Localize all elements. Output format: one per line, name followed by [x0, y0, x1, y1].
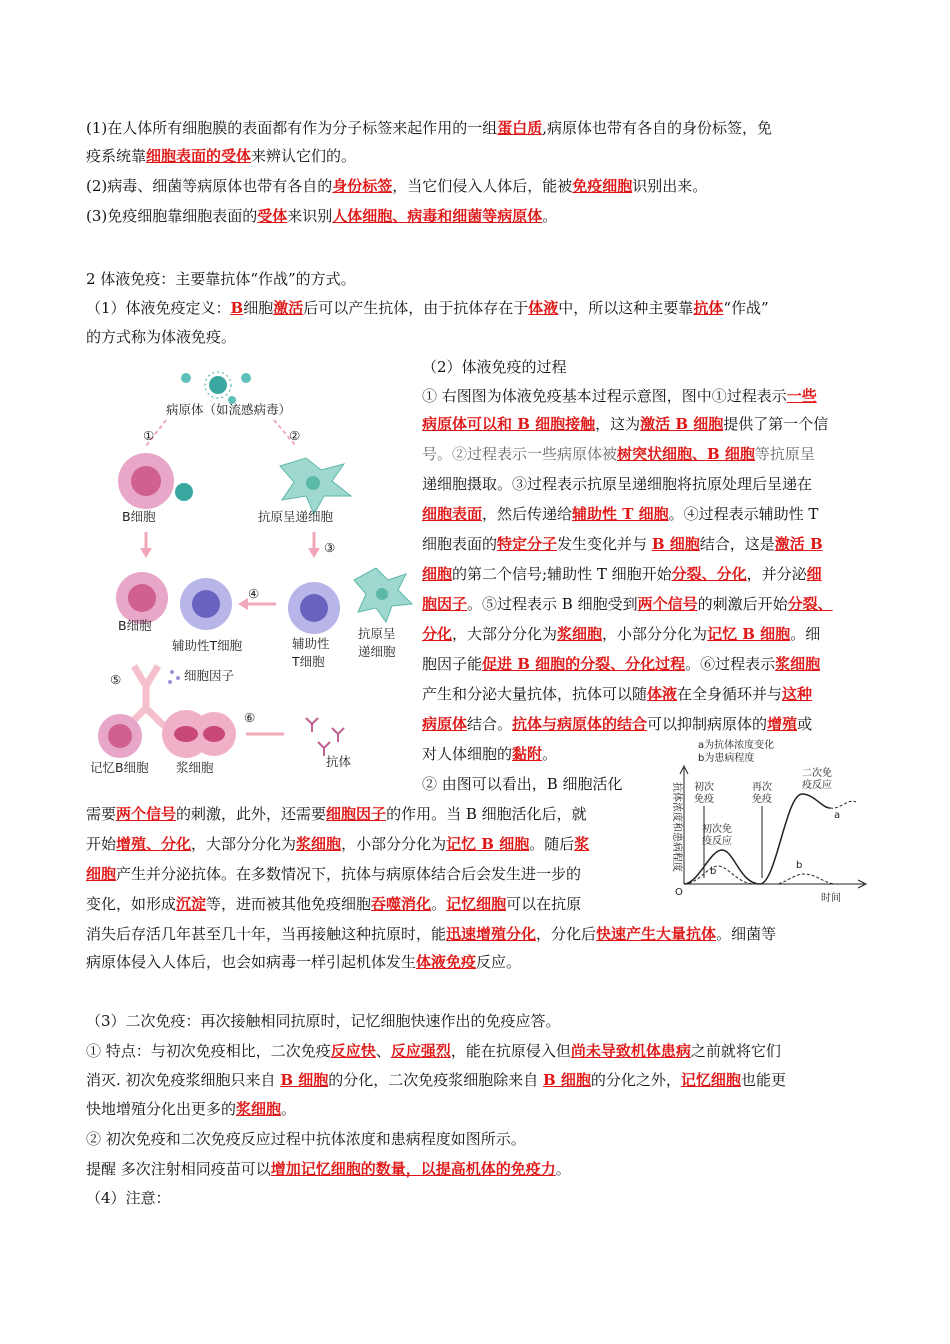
text-segment: 或 [797, 715, 813, 733]
annotation-secondary-2: 免疫 [752, 794, 772, 805]
helper-t-cell-icon [288, 582, 340, 634]
text-line [422, 473, 812, 495]
text-segment: 在全身循环并与 [677, 685, 783, 703]
keyword-answer: 细胞表面的受体 [146, 147, 252, 165]
keyword-answer: 沉淀 [176, 895, 207, 913]
text-line [86, 205, 557, 227]
keyword-answer: B 细胞 [280, 1071, 329, 1089]
text-segment: 提供了第一个信 [723, 415, 829, 433]
keyword-answer: 病原体可以和 B 细胞接触 [422, 415, 596, 433]
keyword-answer: 促进 B 细胞的分裂、分化过程 [482, 655, 686, 673]
keyword-answer: 迅速增殖分化 [446, 925, 537, 943]
text-segment: ，分化后 [536, 925, 597, 943]
series-a-label: a [834, 810, 841, 821]
step-6-label: ⑥ [244, 710, 256, 725]
text-segment: 来辨认它们的。 [251, 147, 357, 165]
text-line [86, 1128, 526, 1150]
text-segment: ① 右图图为体液免疫基本过程示意图，图中①过程表示 [422, 387, 787, 405]
keyword-answer: 细胞 [422, 565, 453, 583]
antigen-presenting-cell-icon [354, 568, 412, 622]
keyword-answer: 身份标签 [332, 177, 393, 195]
text-segment: (2)病毒、细菌等病原体也带有各自的 [86, 177, 333, 195]
pathogen-label: 病原体（如流感病毒） [166, 402, 292, 417]
keyword-answer: 树突状细胞、B 细胞 [617, 445, 755, 463]
text-segment: 产生并分泌抗体。在多数情况下，抗体与病原体结合后会发生进一步的 [116, 865, 582, 883]
keyword-answer: 蛋白质 [497, 119, 543, 137]
keyword-answer: 浆细胞 [296, 835, 342, 853]
text-segment: 细胞 [243, 299, 274, 317]
text-segment: 的分化，二次免疫浆细胞除来自 [328, 1071, 543, 1089]
text-segment: 递细胞摄取。③过程表示抗原呈递细胞将抗原处理后呈递在 [422, 475, 813, 493]
text-segment: ，当它们侵入人体后，能被 [392, 177, 573, 195]
text-segment: 反应。 [476, 953, 522, 971]
text-segment: 的作用。当 B 细胞活化后，就 [386, 805, 587, 823]
b-cell-icon [118, 453, 193, 509]
text-segment: ,病原体也带有各自的身份标签，免 [542, 119, 773, 137]
keyword-answer: 胞因子 [422, 595, 468, 613]
th-label-2a: 辅助性 [292, 636, 330, 651]
legend-a: a为抗体浓度变化 [698, 740, 775, 751]
keyword-answer: 这种 [782, 685, 813, 703]
text-line [422, 503, 818, 525]
text-line [422, 683, 812, 705]
text-line [86, 145, 356, 167]
antigen-presenting-cell-icon [280, 458, 351, 514]
keyword-answer: 增殖 [767, 715, 798, 733]
b-cell-label-1: B细胞 [122, 509, 156, 524]
text-segment: 。 [555, 1160, 571, 1178]
keyword-answer: 两个信号 [637, 595, 698, 613]
step-2-label: ② [289, 428, 301, 443]
text-line [86, 951, 521, 973]
keyword-answer: 分裂、 [787, 595, 833, 613]
text-segment: 消失后存活几年甚至几十年，当再接触这种抗原时，能 [86, 925, 447, 943]
text-line [86, 268, 356, 290]
text-line [86, 923, 776, 945]
text-segment: ，能在抗原侵入但 [450, 1042, 571, 1060]
text-segment: （4）注意： [86, 1189, 171, 1207]
text-line [86, 863, 581, 885]
text-segment: 中，所以这种主要靠 [558, 299, 694, 317]
keyword-answer: 分化 [422, 625, 453, 643]
text-segment: (1)在人体所有细胞膜的表面都有作为分子标签来起作用的一组 [86, 119, 498, 137]
text-segment: 后可以产生抗体，由于抗体存在于 [303, 299, 529, 317]
text-segment: 识别出来。 [632, 177, 708, 195]
text-segment: ，大部分分化为 [191, 835, 297, 853]
apc-label-2b: 递细胞 [358, 644, 396, 659]
text-line [422, 563, 822, 585]
keyword-answer: B [230, 299, 244, 317]
keyword-answer: 免疫细胞 [572, 177, 633, 195]
antibody-label: 抗体 [326, 754, 352, 769]
text-segment: 也能更 [740, 1071, 786, 1089]
keyword-answer: 反应快 [330, 1042, 376, 1060]
b-cell-icon [116, 572, 168, 624]
keyword-answer: 快速产生大量抗体 [596, 925, 717, 943]
keyword-answer: 分裂、分化 [671, 565, 747, 583]
text-segment: 快地增殖分化出更多的 [86, 1100, 237, 1118]
plasma-label: 浆细胞 [176, 760, 214, 775]
text-segment: 、 [375, 1042, 391, 1060]
text-line [86, 1040, 781, 1062]
text-segment: （3）二次免疫：再次接触相同抗原时，记忆细胞快速作出的免疫应答。 [86, 1012, 561, 1030]
text-segment: (3)免疫细胞靠细胞表面的 [86, 207, 258, 225]
legend-b: b为患病程度 [698, 753, 755, 764]
text-segment: （1）体液免疫定义： [86, 299, 231, 317]
text-segment: 需要 [86, 805, 117, 823]
text-segment: 号。②过程表示一些病原体被 [422, 445, 618, 463]
text-segment: 的分化之外， [590, 1071, 681, 1089]
text-line [422, 385, 817, 407]
text-line [86, 1098, 296, 1120]
text-segment: 开始 [86, 835, 117, 853]
text-segment: 。细菌等 [716, 925, 777, 943]
text-segment: 。 [542, 207, 558, 225]
arrow-head-3 [308, 548, 320, 558]
x-axis-label: 时间 [821, 893, 841, 904]
text-segment: ，并分泌 [746, 565, 807, 583]
keyword-answer: 受体 [257, 207, 288, 225]
keyword-answer: 体液 [647, 685, 678, 703]
keyword-answer: 体液免疫 [416, 953, 477, 971]
keyword-answer: B 细胞 [651, 535, 700, 553]
text-segment: 来识别 [287, 207, 333, 225]
text-line [422, 356, 567, 378]
keyword-answer: 激活 [273, 299, 304, 317]
text-segment: 2 体液免疫：主要靠抗体“作战”的方式。 [86, 270, 356, 288]
keyword-answer: 黏附 [512, 745, 543, 763]
text-segment: “作战” [723, 299, 769, 317]
humoral-immunity-diagram [90, 368, 416, 784]
text-segment: 。 [281, 1100, 297, 1118]
text-segment: 发生变化并与 [557, 535, 652, 553]
text-segment: ② 由图可以看出，B 细胞活化 [422, 775, 623, 793]
cytokine-label: 细胞因子 [184, 668, 235, 683]
text-segment: 。随后 [529, 835, 575, 853]
text-line [422, 443, 815, 465]
arrow-head-4 [238, 598, 248, 610]
text-segment: 的方式称为体液免疫。 [86, 328, 237, 346]
text-line [422, 413, 828, 435]
text-segment: ② 初次免疫和二次免疫反应过程中抗体浓度和患病程度如图所示。 [86, 1130, 526, 1148]
keyword-answer: 浆细胞 [775, 655, 821, 673]
text-line [422, 773, 623, 795]
step-5-label: ⑤ [110, 672, 122, 687]
text-segment: ，大部分分化为 [452, 625, 558, 643]
text-line [86, 893, 581, 915]
text-segment: 细胞表面的 [422, 535, 498, 553]
keyword-answer: 细胞表面 [422, 505, 483, 523]
series-a-tail [830, 801, 856, 808]
text-segment: 。细 [790, 625, 821, 643]
y-axis-label: 抗体浓度和患病程度 [671, 782, 682, 872]
keyword-answer: 抗体 [693, 299, 724, 317]
text-segment: 。⑤过程表示 B 细胞受到 [467, 595, 638, 613]
memory-b-cell-icon [98, 714, 142, 758]
text-segment: （2）体液免疫的过程 [422, 358, 567, 376]
text-segment: 。 [431, 895, 447, 913]
keyword-answer: 抗体与病原体的结合 [512, 715, 648, 733]
keyword-answer: 浆细胞 [557, 625, 603, 643]
annotation-second-response-2: 疫反应 [802, 780, 832, 791]
annotation-secondary: 再次 [752, 782, 772, 793]
text-segment: 。④过程表示辅助性 T [668, 505, 819, 523]
apc-label-1: 抗原呈递细胞 [258, 509, 334, 524]
text-line [86, 175, 707, 197]
text-line [86, 326, 236, 348]
text-segment: ，这为 [595, 415, 641, 433]
th-label-1: 辅助性T细胞 [172, 638, 243, 653]
text-segment: 之前就将它们 [690, 1042, 781, 1060]
keyword-answer: 一些 [786, 387, 817, 405]
keyword-answer: 记忆细胞 [680, 1071, 741, 1089]
keyword-answer: 吞噬消化 [371, 895, 432, 913]
keyword-answer: 尚未导致机体患病 [570, 1042, 691, 1060]
text-line [86, 1010, 561, 1032]
step-1-label: ① [143, 428, 155, 443]
text-segment: 病原体侵入人体后，也会如病毒一样引起机体发生 [86, 953, 417, 971]
text-segment: ，然后传递给 [482, 505, 573, 523]
text-segment: 胞因子能 [422, 655, 483, 673]
text-segment: 可以抑制病原体的 [647, 715, 768, 733]
text-line [86, 297, 769, 319]
text-line [86, 1187, 171, 1209]
antibody-curve-chart [664, 738, 874, 904]
text-segment: 的第二个信号;辅助性 T 细胞开始 [452, 565, 672, 583]
keyword-answer: 记忆 B 细胞 [707, 625, 791, 643]
keyword-answer: 激活 B 细胞 [640, 415, 724, 433]
keyword-answer: 细胞 [86, 865, 117, 883]
keyword-answer: 细 [806, 565, 822, 583]
text-line [422, 593, 833, 615]
series-b-curve [684, 866, 834, 884]
series-b-label-2: b [796, 860, 803, 871]
keyword-answer: 细胞因子 [326, 805, 387, 823]
text-segment: 等抗原呈 [754, 445, 815, 463]
keyword-answer: 反应强烈 [390, 1042, 451, 1060]
annotation-first-response-2: 疫反应 [702, 836, 732, 847]
keyword-answer: 病原体 [422, 715, 468, 733]
text-line [422, 713, 812, 735]
text-segment: 消灭. 初次免疫浆细胞只来自 [86, 1071, 281, 1089]
text-segment: ，小部分分化为 [341, 835, 447, 853]
cytokine-dots-icon [168, 670, 180, 684]
step-4-label: ④ [248, 586, 260, 601]
text-segment: ① 特点：与初次免疫相比，二次免疫 [86, 1042, 331, 1060]
text-segment: 等，进而被其他免疫细胞 [206, 895, 372, 913]
text-segment: 可以在抗原 [506, 895, 582, 913]
text-segment: 产生和分泌大量抗体，抗体可以随 [422, 685, 648, 703]
text-line [422, 743, 557, 765]
keyword-answer: 增殖、分化 [116, 835, 192, 853]
keyword-answer: 激活 B [774, 535, 823, 553]
keyword-answer: 增加记忆细胞的数量，以提高机体的免疫力 [270, 1160, 556, 1178]
text-line [86, 117, 772, 139]
helper-t-cell-icon [180, 578, 232, 630]
annotation-primary-2: 免疫 [694, 794, 714, 805]
keyword-answer: B 细胞 [543, 1071, 591, 1089]
b-cell-label-2: B细胞 [118, 618, 152, 633]
keyword-answer: 辅助性 T 细胞 [572, 505, 669, 523]
text-line [86, 833, 589, 855]
text-segment: 。 [542, 745, 558, 763]
origin-label: O [675, 887, 683, 898]
keyword-answer: 体液 [528, 299, 559, 317]
keyword-answer: 记忆细胞 [446, 895, 507, 913]
text-segment: 对人体细胞的 [422, 745, 513, 763]
th-label-2b: T细胞 [292, 654, 325, 669]
text-segment: 的刺激后开始 [697, 595, 788, 613]
keyword-answer: 特定分子 [497, 535, 558, 553]
text-segment: 。⑥过程表示 [685, 655, 776, 673]
text-segment: 结合，这是 [699, 535, 775, 553]
series-b-label-1: b [710, 866, 717, 877]
antibody-icon [306, 718, 344, 756]
text-line [422, 533, 823, 555]
text-segment: 结合。 [467, 715, 513, 733]
plasma-cell-icon [162, 710, 236, 758]
keyword-answer: 浆细胞 [236, 1100, 282, 1118]
keyword-answer: 记忆 B 细胞 [446, 835, 530, 853]
keyword-answer: 人体细胞、病毒和细菌等病原体 [332, 207, 543, 225]
annotation-first-response: 初次免 [702, 824, 732, 835]
annotation-primary: 初次 [694, 782, 714, 793]
text-segment: ，小部分分化为 [602, 625, 708, 643]
step-3-label: ③ [324, 540, 336, 555]
text-line [86, 1069, 786, 1091]
text-line [422, 623, 820, 645]
text-line [86, 1158, 571, 1180]
memory-b-label: 记忆B细胞 [90, 760, 149, 775]
text-segment: 疫系统靠 [86, 147, 147, 165]
text-segment: 变化，如形成 [86, 895, 177, 913]
text-segment: 的刺激，此外，还需要 [176, 805, 327, 823]
arrow-head-b [140, 548, 152, 558]
annotation-second-response: 二次免 [802, 768, 832, 779]
branch-arrow [128, 666, 164, 726]
virus-icon [181, 372, 251, 404]
apc-label-2a: 抗原呈 [358, 626, 396, 641]
text-line [422, 653, 820, 675]
keyword-answer: 浆 [574, 835, 590, 853]
text-line [86, 803, 587, 825]
text-segment: 提醒 多次注射相同疫苗可以 [86, 1160, 271, 1178]
keyword-answer: 两个信号 [116, 805, 177, 823]
